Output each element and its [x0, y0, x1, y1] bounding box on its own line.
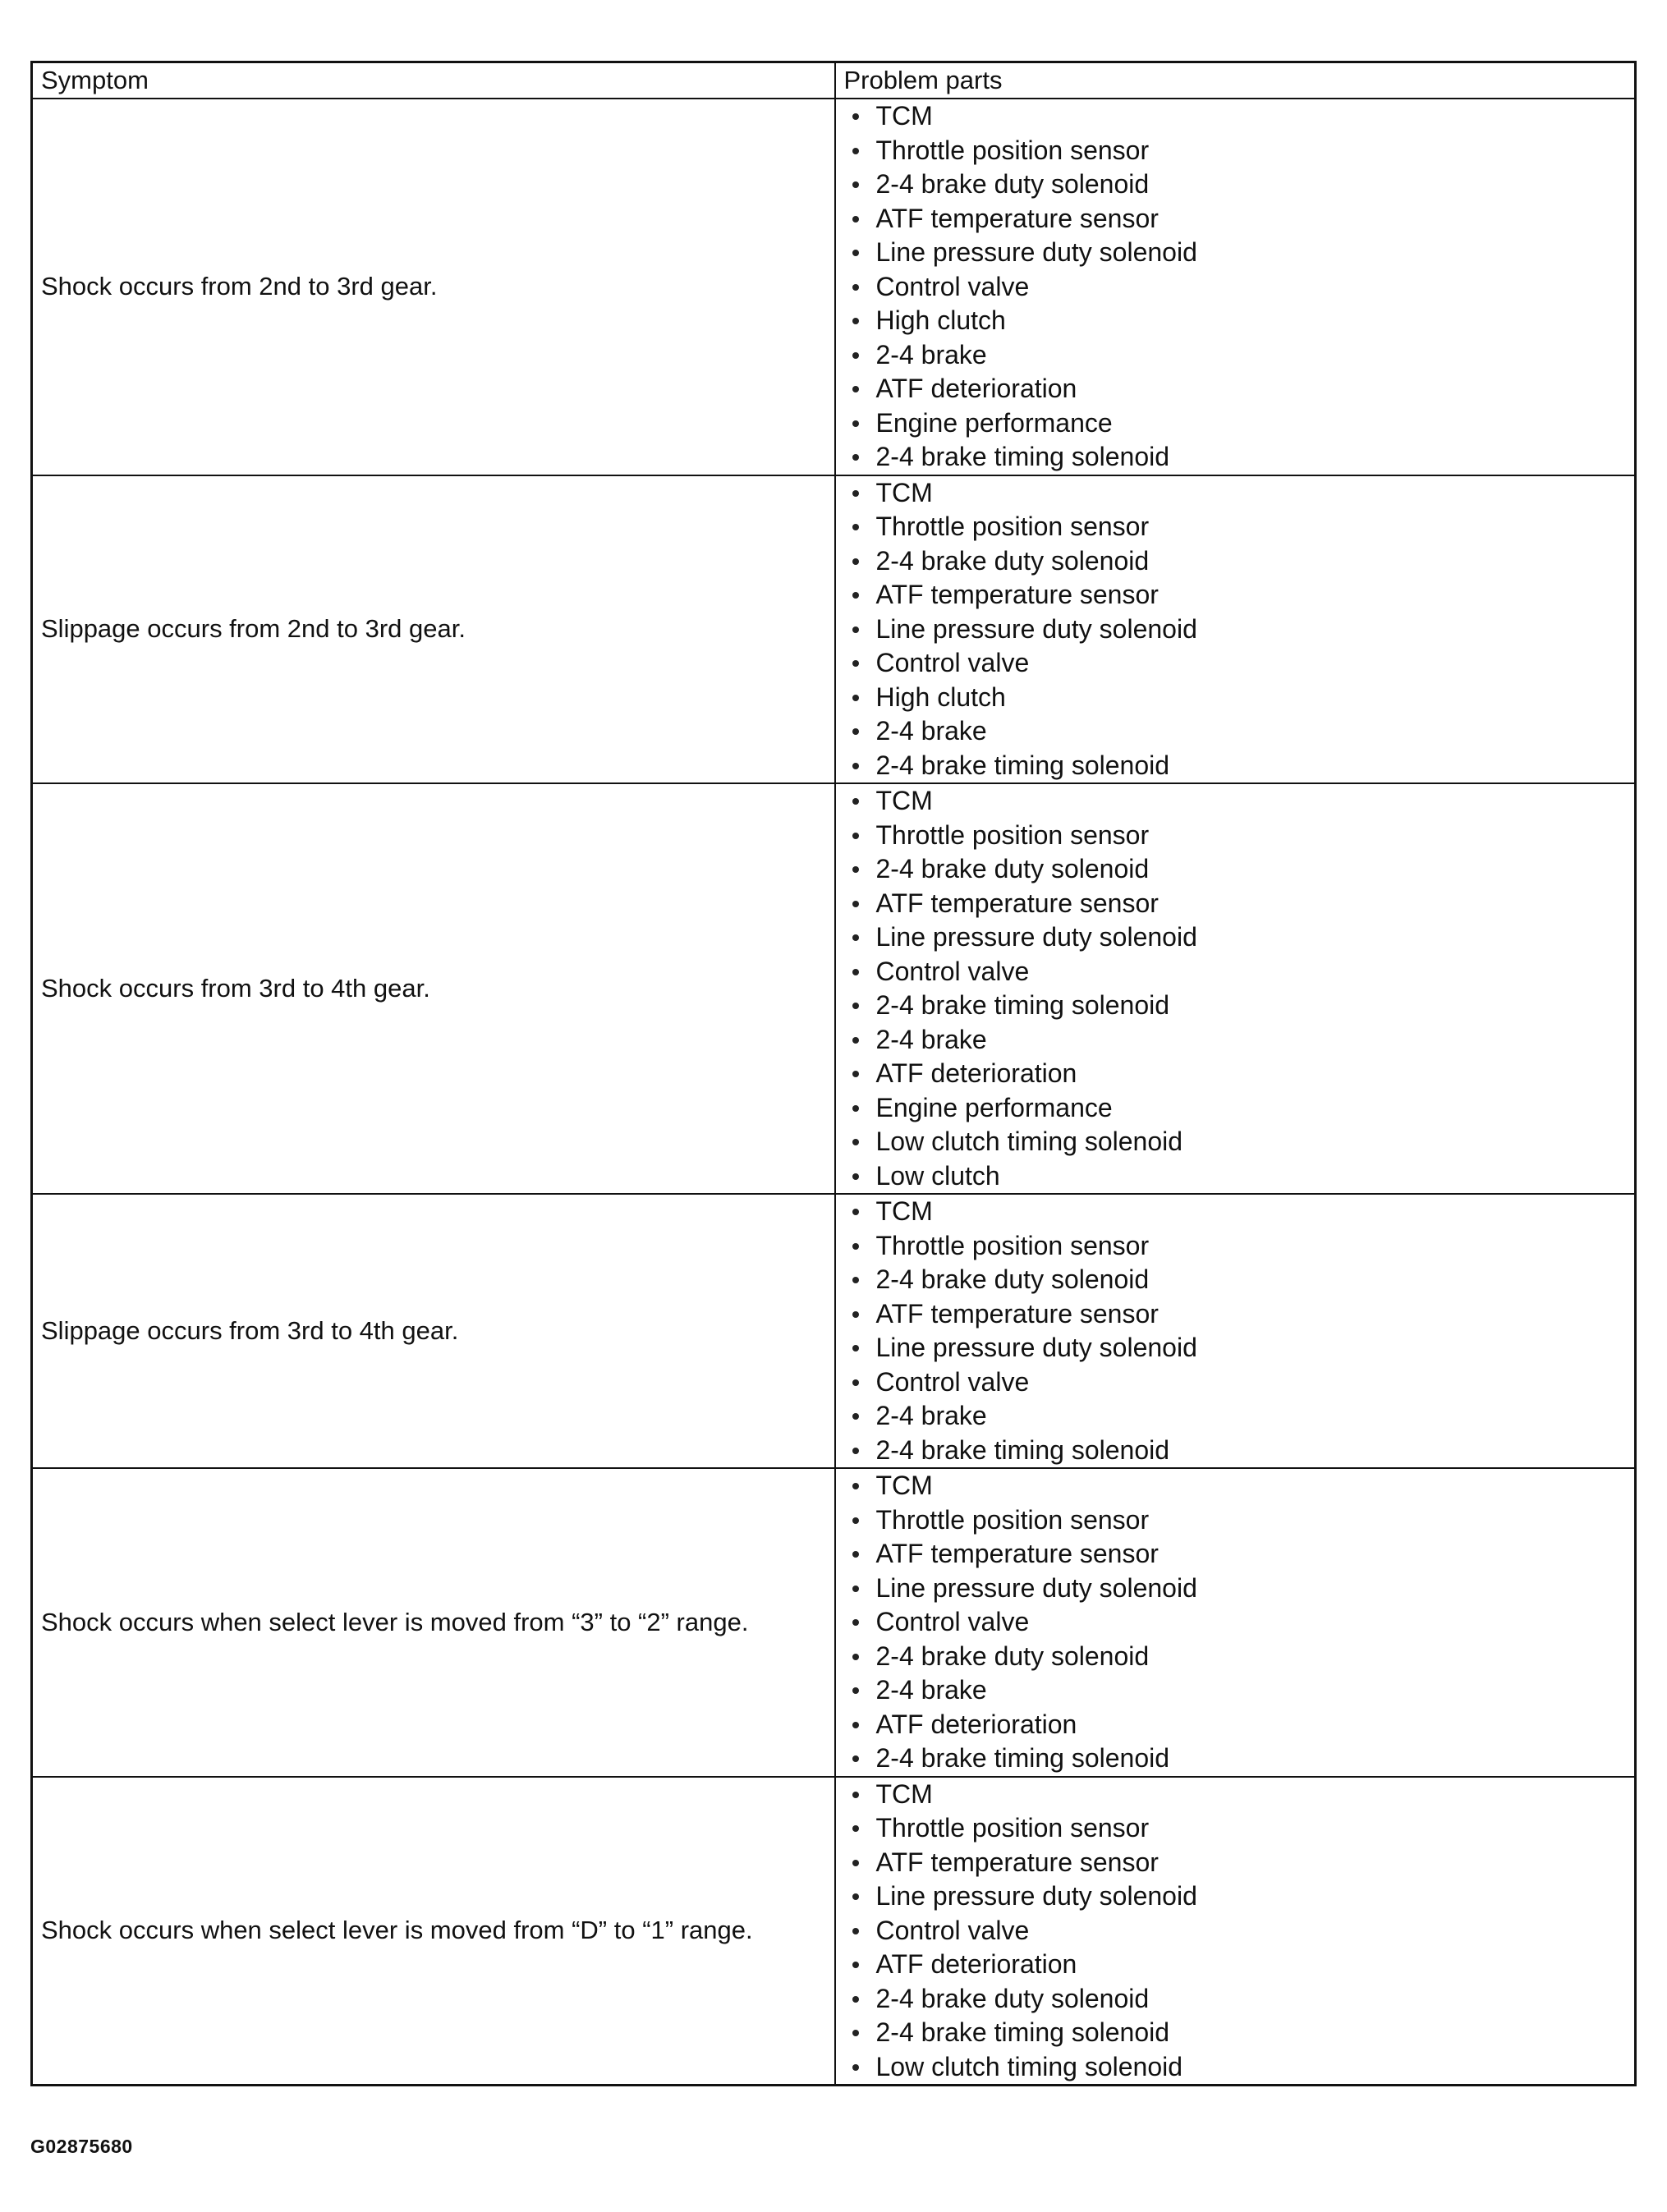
list-item: Throttle position sensor	[847, 510, 1635, 544]
problem-parts-cell	[835, 1777, 1636, 2086]
list-item: 2-4 brake duty solenoid	[847, 168, 1635, 202]
problem-parts-list	[836, 1195, 1635, 1467]
list-item: Line pressure duty solenoid	[847, 1331, 1635, 1365]
list-item: Control valve	[847, 955, 1635, 989]
list-item: 2-4 brake duty solenoid	[847, 1640, 1635, 1674]
list-item: Low clutch	[847, 1159, 1635, 1194]
list-item: 2-4 brake duty solenoid	[847, 852, 1635, 887]
table-row	[32, 99, 1636, 475]
list-item: 2-4 brake duty solenoid	[847, 1263, 1635, 1297]
list-item: ATF temperature sensor	[847, 887, 1635, 921]
problem-parts-list	[836, 99, 1635, 475]
list-item: Line pressure duty solenoid	[847, 1879, 1635, 1914]
table-row	[32, 475, 1636, 784]
list-item: Control valve	[847, 270, 1635, 305]
list-item: ATF deterioration	[847, 1948, 1635, 1982]
problem-parts-cell	[835, 783, 1636, 1194]
list-item: Line pressure duty solenoid	[847, 236, 1635, 270]
list-item: 2-4 brake	[847, 714, 1635, 749]
symptom-cell: Shock occurs when select lever is moved from “D” to “1” range.	[32, 1777, 835, 2086]
list-item: ATF deterioration	[847, 1057, 1635, 1091]
table-row	[32, 1194, 1636, 1468]
symptom-cell: Shock occurs from 2nd to 3rd gear.	[32, 99, 835, 475]
header-symptom: Symptom	[32, 62, 835, 99]
list-item: ATF deterioration	[847, 372, 1635, 406]
list-item: TCM	[847, 1195, 1635, 1229]
list-item: ATF temperature sensor	[847, 1297, 1635, 1332]
list-item: 2-4 brake	[847, 338, 1635, 373]
list-item: TCM	[847, 1469, 1635, 1503]
problem-parts-list	[836, 476, 1635, 783]
list-item: ATF temperature sensor	[847, 578, 1635, 613]
list-item: ATF temperature sensor	[847, 202, 1635, 236]
problem-parts-list	[836, 784, 1635, 1193]
header-row	[32, 62, 1636, 99]
list-item: Throttle position sensor	[847, 1811, 1635, 1846]
list-item: Throttle position sensor	[847, 1229, 1635, 1264]
list-item: 2-4 brake timing solenoid	[847, 1742, 1635, 1776]
list-item: High clutch	[847, 304, 1635, 338]
problem-parts-list	[836, 1469, 1635, 1776]
list-item: High clutch	[847, 681, 1635, 715]
list-item: Throttle position sensor	[847, 819, 1635, 853]
list-item: Control valve	[847, 1365, 1635, 1400]
list-item: TCM	[847, 1778, 1635, 1812]
list-item: Control valve	[847, 646, 1635, 681]
list-item: ATF temperature sensor	[847, 1537, 1635, 1572]
problem-parts-cell	[835, 99, 1636, 475]
list-item: Line pressure duty solenoid	[847, 920, 1635, 955]
list-item: Line pressure duty solenoid	[847, 613, 1635, 647]
problem-parts-list	[836, 1778, 1635, 2085]
list-item: Engine performance	[847, 1091, 1635, 1126]
list-item: Throttle position sensor	[847, 134, 1635, 168]
list-item: 2-4 brake timing solenoid	[847, 989, 1635, 1023]
list-item: ATF deterioration	[847, 1708, 1635, 1742]
problem-parts-cell	[835, 1468, 1636, 1777]
list-item: ATF temperature sensor	[847, 1846, 1635, 1880]
table-row	[32, 783, 1636, 1194]
list-item: 2-4 brake duty solenoid	[847, 544, 1635, 579]
list-item: 2-4 brake timing solenoid	[847, 749, 1635, 783]
list-item: 2-4 brake timing solenoid	[847, 440, 1635, 475]
symptom-cell: Shock occurs when select lever is moved from “3” to “2” range.	[32, 1468, 835, 1777]
problem-parts-cell	[835, 1194, 1636, 1468]
problem-parts-cell	[835, 475, 1636, 784]
symptom-cell: Shock occurs from 3rd to 4th gear.	[32, 783, 835, 1194]
list-item: 2-4 brake	[847, 1399, 1635, 1434]
list-item: Line pressure duty solenoid	[847, 1572, 1635, 1606]
header-problem-parts: Problem parts	[835, 62, 1636, 99]
list-item: 2-4 brake	[847, 1673, 1635, 1708]
list-item: Throttle position sensor	[847, 1503, 1635, 1538]
list-item: TCM	[847, 476, 1635, 511]
list-item: 2-4 brake timing solenoid	[847, 2016, 1635, 2050]
list-item: 2-4 brake	[847, 1023, 1635, 1058]
list-item: TCM	[847, 99, 1635, 134]
table-row	[32, 1777, 1636, 2086]
list-item: 2-4 brake timing solenoid	[847, 1434, 1635, 1468]
table-row	[32, 1468, 1636, 1777]
list-item: Control valve	[847, 1605, 1635, 1640]
list-item: TCM	[847, 784, 1635, 819]
symptom-cell: Slippage occurs from 3rd to 4th gear.	[32, 1194, 835, 1468]
list-item: Control valve	[847, 1914, 1635, 1948]
list-item: 2-4 brake duty solenoid	[847, 1982, 1635, 2017]
symptom-parts-table	[30, 61, 1637, 2086]
list-item: Low clutch timing solenoid	[847, 2050, 1635, 2085]
list-item: Engine performance	[847, 406, 1635, 441]
symptom-cell: Slippage occurs from 2nd to 3rd gear.	[32, 475, 835, 784]
list-item: Low clutch timing solenoid	[847, 1125, 1635, 1159]
figure-id: G02875680	[30, 2136, 133, 2157]
